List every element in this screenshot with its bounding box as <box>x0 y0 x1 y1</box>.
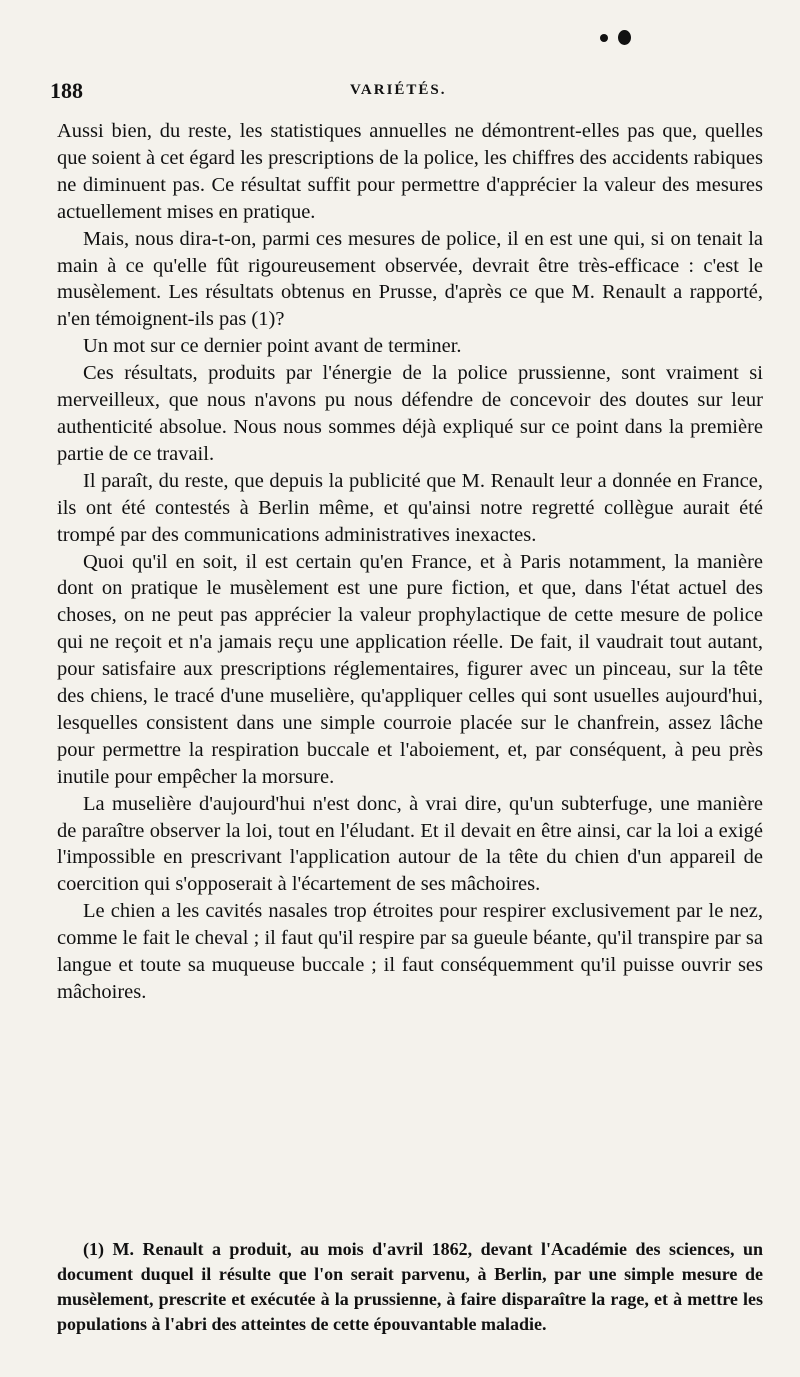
paragraph: Il paraît, du reste, que depuis la publicité que M. Renault leur a donnée en France, ils ont été contestés à Berlin même, et qu'ainsi notre regretté collègue aurait été trompé par des communications administratives inexactes. <box>57 469 763 546</box>
ink-blot-marks <box>600 30 640 50</box>
running-title: VARIÉTÉS. <box>350 82 447 98</box>
footnote-text: (1) M. Renault a produit, au mois d'avril 1862, devant l'Académie des sciences, un document duquel il résulte que l'on serait parvenu, à Berlin, par une simple mesure de musèlement, prescrite et exécutée à la prussienne, à faire disparaître la rage, et à mettre les populations à l'abri des atteintes de cette épouvantable maladie. <box>57 1239 763 1334</box>
paragraph: Mais, nous dira-t-on, parmi ces mesures de police, il en est une qui, si on tenait la main à ce qu'elle fût rigoureusement observée, devrait être très-efficace : c'est le musèlement. Les résultats obtenus en Prusse, d'après ce que M. Renault a rapporté, n'en témoignent-ils pas (1)? <box>57 227 763 331</box>
page-header <box>50 78 770 108</box>
body-text <box>57 118 763 1006</box>
footnote <box>57 1237 763 1337</box>
paragraph: Quoi qu'il en soit, il est certain qu'en France, et à Paris notamment, la manière dont on pratique le musèlement est une pure fiction, et que, dans l'état actuel des choses, on ne peut pas apprécier la valeur prophylactique de cette mesure de police qui ne reçoit et n'a jamais reçu une application réelle. De fait, il vaudrait tout autant, pour satisfaire aux prescriptions réglementaires, figurer avec un pinceau, sur la tête des chiens, le tracé d'une muselière, qu'appliquer celles qui sont usuelles aujourd'hui, lesquelles consistent dans une simple courroie placée sur le chanfrein, assez lâche pour permettre la respiration buccale et l'aboiement, et, par conséquent, à peu près inutile pour empêcher la morsure. <box>57 550 763 788</box>
paragraph: Aussi bien, du reste, les statistiques annuelles ne démontrent-elles pas que, quelles que soient à cet égard les prescriptions de la police, les chiffres des accidents rabiques ne diminuent pas. Ce résultat suffit pour permettre d'apprécier la valeur des mesures actuellement mises en pratique. <box>57 120 763 223</box>
paragraph: La muselière d'aujourd'hui n'est donc, à vrai dire, qu'un subterfuge, une manière de paraître observer la loi, tout en l'éludant. Et il devait en être ainsi, car la loi a exigé l'impossible en prescrivant l'application autour de la tête du chien d'un appareil de coercition qui s'opposerait à l'écartement de ses mâchoires. <box>57 792 763 896</box>
paragraph: Ces résultats, produits par l'énergie de la police prussienne, sont vraiment si merveilleux, que nous n'avons pu nous défendre de concevoir des doutes sur leur authenticité absolue. Nous nous sommes déjà expliqué sur ce point dans la première partie de ce travail. <box>57 362 763 465</box>
paragraph: Le chien a les cavités nasales trop étroites pour respirer exclusivement par le nez, comme le fait le cheval ; il faut qu'il respire par sa gueule béante, qu'il transpire par sa langue et toute sa muqueuse buccale ; il faut conséquemment qu'il puisse ouvrir ses mâchoires. <box>57 900 763 1003</box>
page-number: 188 <box>50 78 83 103</box>
paragraph: Un mot sur ce dernier point avant de terminer. <box>83 335 462 358</box>
